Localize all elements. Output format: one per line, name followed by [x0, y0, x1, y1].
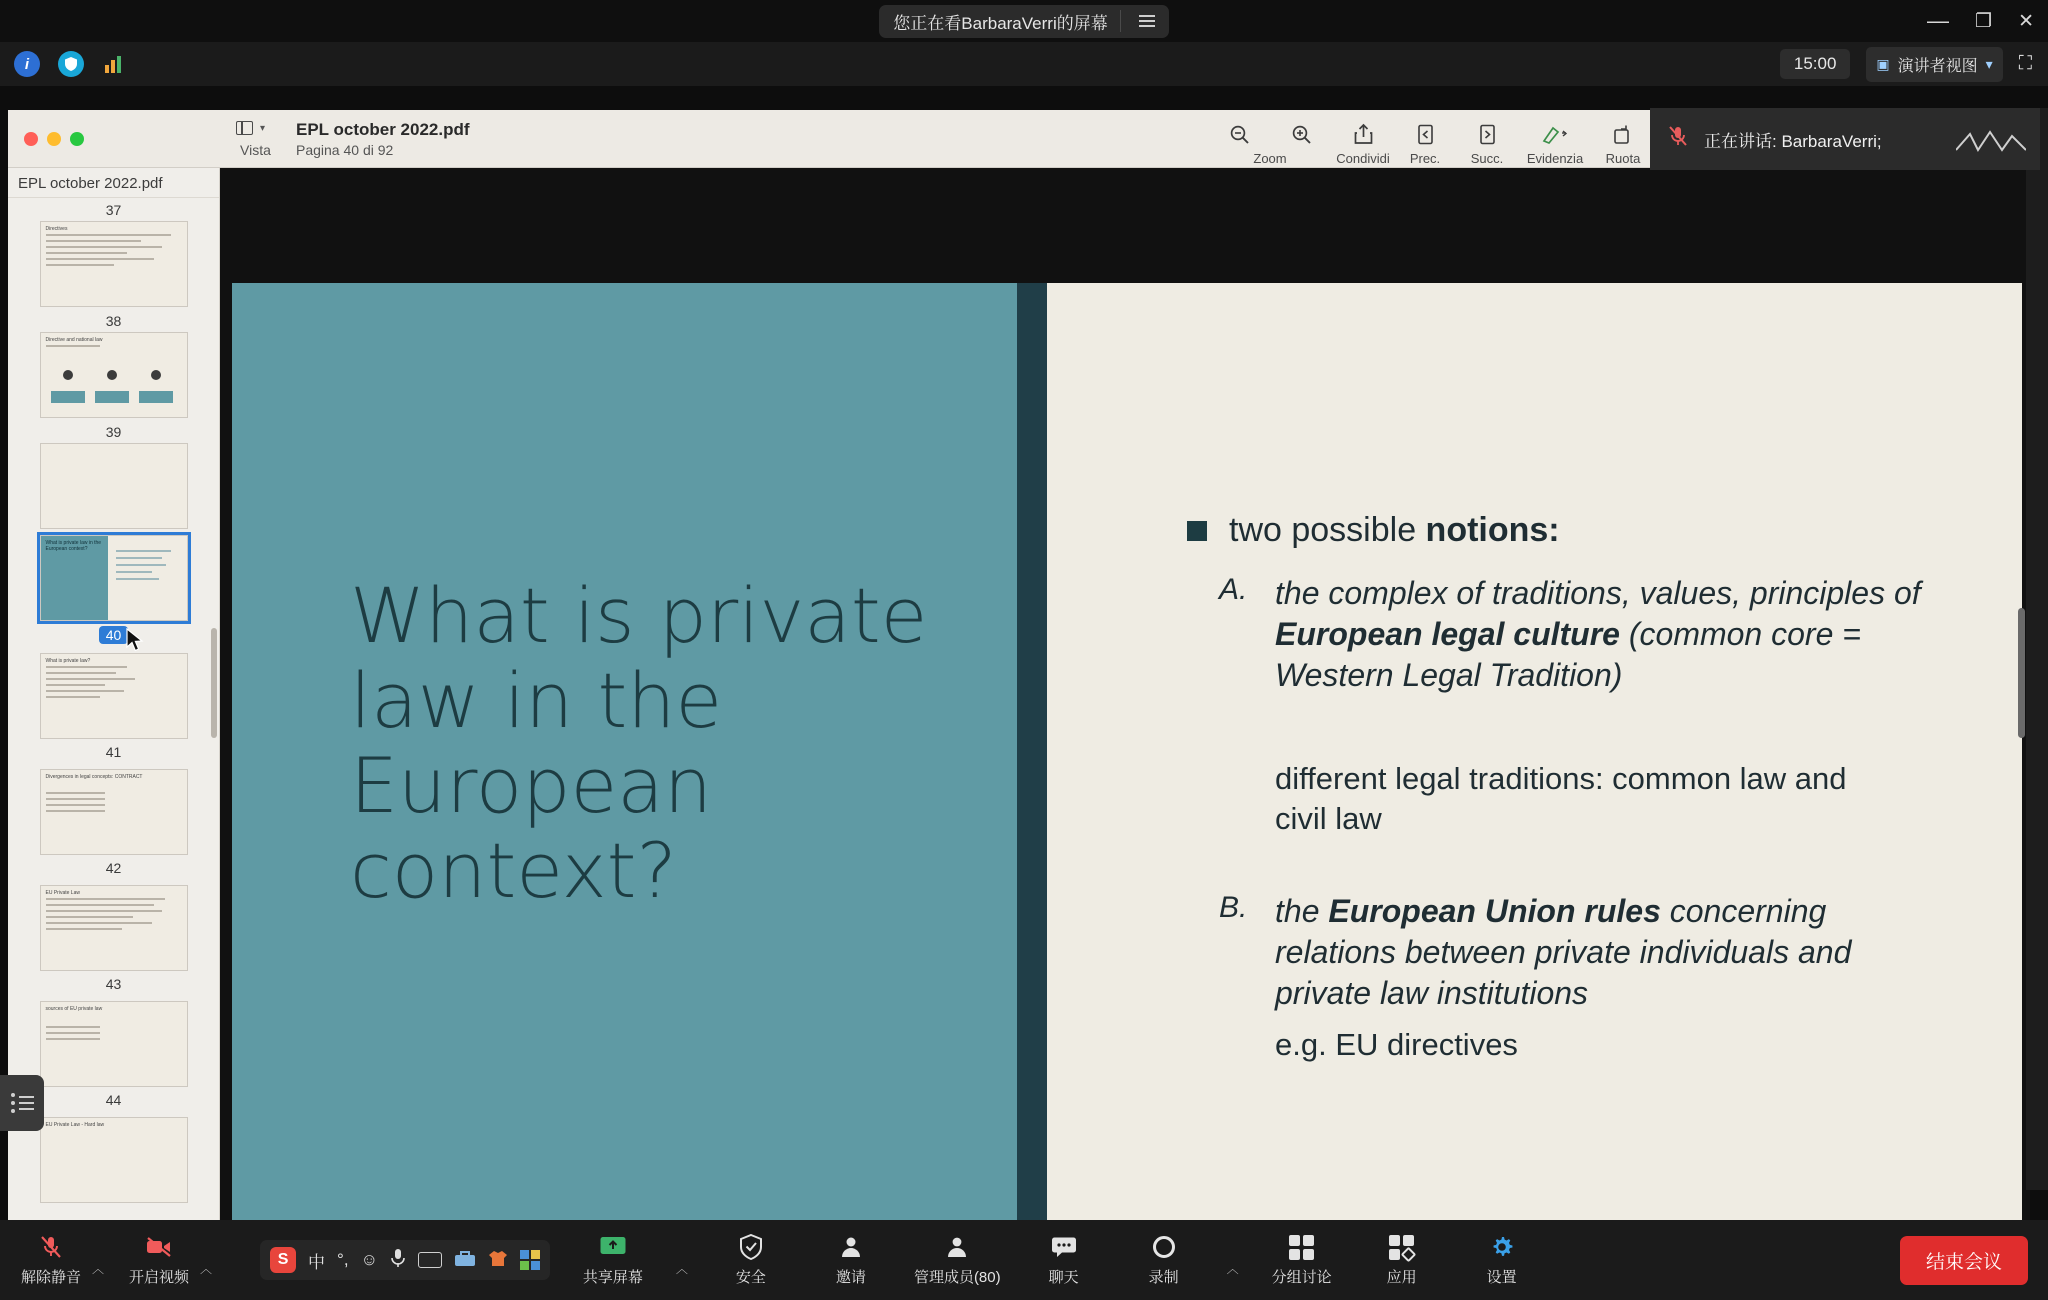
close-window-icon[interactable]	[24, 132, 38, 146]
thumbnail-list[interactable]	[8, 198, 219, 1203]
thumbnail-item[interactable]	[8, 653, 219, 763]
share-screen-icon	[599, 1234, 627, 1261]
info-icon[interactable]: i	[14, 51, 40, 77]
bullet-heading-text	[1229, 511, 1560, 550]
zoom-window-icon[interactable]	[70, 132, 84, 146]
start-video-label: 开启视频	[129, 1268, 190, 1286]
share-options-caret-icon[interactable]: ︿	[675, 1261, 688, 1276]
thumbnail-page-number: 40	[99, 626, 129, 644]
unmute-label: 解除静音	[20, 1268, 81, 1286]
thumbnail-caption: Directives	[45, 226, 68, 232]
thumbnail-page-number: 44	[105, 1092, 122, 1108]
item-b-line1-bold: European Union rules	[1328, 893, 1661, 929]
item-a-letter: A.	[1219, 573, 1248, 606]
slide-item-b	[1219, 891, 1925, 1014]
mic-muted-icon	[1666, 124, 1690, 154]
menu-icon[interactable]	[19, 1096, 34, 1110]
thumbnail-lines	[46, 345, 182, 357]
bullet-heading-plain: two possible	[1229, 511, 1426, 549]
thumbnail-page-number: 38	[105, 313, 122, 329]
share-menu-icon[interactable]	[1133, 15, 1161, 27]
zoom-out-icon	[1229, 121, 1250, 147]
shield-icon	[738, 1234, 764, 1261]
share-screen-label: 共享屏幕	[582, 1268, 643, 1286]
zoom-out-button[interactable]	[1208, 115, 1270, 147]
page-indicator: Pagina 40 di 92	[296, 142, 394, 158]
thumbnail-caption: EU Private Law	[45, 890, 80, 896]
thumbnail-caption: What is private law in the European context?	[45, 540, 102, 553]
item-b-letter: B.	[1219, 891, 1248, 924]
invite-button[interactable]	[814, 1234, 888, 1287]
pdf-page-stage[interactable]	[220, 168, 2030, 1220]
ime-mode-label[interactable]: 中	[308, 1252, 326, 1272]
zoom-in-button[interactable]	[1270, 115, 1332, 147]
minimize-window-icon[interactable]	[47, 132, 61, 146]
share-icon	[1354, 121, 1373, 147]
minimize-button[interactable]: —	[1927, 8, 1950, 33]
previous-page-label: Prec.	[1409, 151, 1441, 166]
rotate-button[interactable]	[1592, 115, 1654, 166]
share-screen-button[interactable]	[576, 1234, 650, 1287]
record-button[interactable]	[1127, 1234, 1201, 1287]
share-status-pill[interactable]	[879, 5, 1168, 38]
next-page-button[interactable]	[1456, 115, 1518, 166]
thumbnail-page-number: 41	[105, 744, 122, 760]
record-dot	[1153, 1236, 1175, 1258]
sidebar-icon	[236, 121, 253, 135]
security-label: 安全	[735, 1268, 766, 1286]
sidebar-view-button[interactable]	[236, 121, 265, 135]
breakout-rooms-button[interactable]	[1265, 1234, 1339, 1287]
thumbnail-preview[interactable]	[40, 1001, 188, 1087]
end-meeting-button[interactable]: 结束会议	[1900, 1236, 2028, 1285]
thumbnail-item[interactable]	[8, 885, 219, 995]
settings-button[interactable]	[1465, 1234, 1539, 1287]
manage-participants-button[interactable]	[914, 1234, 1001, 1287]
thumbnail-preview[interactable]	[40, 221, 188, 307]
thumbnail-lines	[46, 898, 182, 934]
thumbnail-item[interactable]	[8, 202, 219, 307]
apps-icon	[1389, 1234, 1414, 1261]
slide-title-panel	[232, 283, 1017, 1220]
highlight-button[interactable]	[1518, 115, 1592, 166]
breakout-rooms-label: 分组讨论	[1271, 1268, 1332, 1286]
unmute-button[interactable]	[14, 1234, 88, 1287]
thumbnail-caption: sources of EU private law	[45, 1006, 103, 1012]
invite-label: 邀请	[835, 1268, 866, 1286]
slide-bullet-heading	[1187, 511, 1560, 550]
toolbox-icon[interactable]	[454, 1249, 476, 1272]
audio-options-caret-icon[interactable]: ︿	[92, 1261, 105, 1276]
thumbnail-lines	[46, 234, 182, 270]
next-page-label: Succ.	[1470, 151, 1504, 166]
item-a-sub: different legal traditions: common law and civil law	[1275, 761, 1847, 836]
thumbnail-item[interactable]	[8, 424, 219, 529]
keyboard-icon[interactable]	[418, 1252, 442, 1268]
video-off-icon	[145, 1234, 173, 1261]
grid-glyph	[1289, 1235, 1314, 1260]
toolbar-center-group	[260, 1234, 1539, 1287]
people-icon	[943, 1234, 971, 1261]
maximize-button[interactable]: ❐	[1975, 10, 1993, 32]
thumbnail-preview[interactable]	[40, 535, 188, 621]
zoom-in-icon	[1291, 121, 1312, 147]
share-status-label: 您正在看BarbaraVerri的屏幕	[893, 13, 1108, 33]
slide-title: What is private law in the European context?	[350, 571, 928, 916]
thumbnail-lines	[116, 550, 181, 585]
zoom-group-label: Zoom	[1253, 151, 1287, 166]
drag-handle-icon[interactable]	[11, 1093, 15, 1113]
zoom-tool-group	[1208, 115, 1332, 166]
slide-accent-bar	[1017, 283, 1047, 1220]
item-a-line1-bold: European legal culture	[1275, 615, 1620, 652]
bullet-square-icon	[1187, 521, 1207, 541]
thumbnail-lines	[46, 792, 182, 816]
active-speaker-banner	[1650, 108, 2040, 170]
record-label: 录制	[1148, 1268, 1179, 1286]
floating-meeting-controls[interactable]	[0, 1075, 44, 1131]
thumbnail-page-number: 39	[105, 424, 122, 440]
item-b-body	[1275, 891, 1925, 1014]
voice-input-icon[interactable]	[390, 1248, 406, 1273]
page-prev-icon	[1417, 121, 1434, 147]
person-icon	[839, 1234, 863, 1261]
emoji-icon[interactable]: ☺	[360, 1250, 378, 1269]
start-video-button[interactable]	[122, 1234, 196, 1287]
thumbnail-lines	[46, 1026, 182, 1044]
chevron-down-icon: ▾	[1985, 55, 1993, 72]
active-speaker-label: 正在讲话: BarbaraVerri;	[1704, 131, 1882, 151]
bullet-heading-bold: notions:	[1425, 511, 1560, 549]
meeting-timer: 15:00	[1780, 49, 1851, 79]
thumbnail-caption: What is private law?	[45, 658, 91, 664]
thumbnail-page-number: 42	[105, 860, 122, 876]
slide-content-panel	[1047, 283, 2022, 1220]
rotate-icon	[1613, 121, 1633, 147]
record-icon	[1153, 1234, 1175, 1261]
page-next-icon	[1479, 121, 1496, 147]
close-button[interactable]: ✕	[2018, 10, 2034, 32]
thumbnail-preview[interactable]	[40, 443, 188, 529]
chat-icon	[1051, 1234, 1077, 1261]
mic-off-icon	[39, 1234, 63, 1261]
chat-label: 聊天	[1048, 1268, 1079, 1286]
audio-control-group[interactable]	[0, 1234, 104, 1287]
share-label: Condividi	[1336, 151, 1390, 166]
right-panel-rail[interactable]	[2026, 108, 2048, 1190]
thumbnail-caption: Directive and national law	[45, 337, 103, 343]
zoom-bottom-toolbar	[0, 1220, 2048, 1300]
thumbnail-item-selected[interactable]	[8, 535, 219, 647]
thumbnail-preview[interactable]	[40, 653, 188, 739]
settings-label: 设置	[1486, 1268, 1517, 1286]
thumbnail-preview[interactable]	[40, 332, 188, 418]
security-button[interactable]	[714, 1234, 788, 1287]
item-a-body	[1275, 573, 1925, 696]
sidebar-document-name: EPL october 2022.pdf	[8, 168, 219, 198]
zoom-meeting-info-bar	[0, 42, 2048, 86]
thumbnail-item[interactable]	[8, 769, 219, 879]
previous-page-button[interactable]	[1394, 115, 1456, 166]
encryption-shield-icon[interactable]	[58, 51, 84, 77]
thumbnail-preview[interactable]	[40, 769, 188, 855]
fullscreen-icon[interactable]: ⛶	[2018, 53, 2032, 74]
chevron-down-icon: ▾	[260, 122, 266, 134]
grid-glyph	[1389, 1235, 1414, 1260]
sogou-logo-icon[interactable]: S	[270, 1247, 296, 1273]
skin-icon[interactable]	[488, 1249, 508, 1272]
item-b-line1-plain: the	[1275, 893, 1329, 929]
apps-button[interactable]	[1365, 1234, 1439, 1287]
meeting-info-left	[0, 51, 128, 77]
highlighter-icon	[1541, 121, 1569, 147]
network-stats-icon[interactable]	[102, 51, 128, 77]
manage-participants-label: 管理成员(80)	[913, 1268, 1001, 1286]
highlight-label: Evidenzia	[1526, 151, 1584, 166]
thumbnail-page-number: 37	[105, 202, 122, 218]
video-options-caret-icon[interactable]: ︿	[200, 1261, 213, 1276]
slide-page	[232, 283, 2022, 1220]
view-mode-label: 演讲者视图	[1897, 57, 1978, 75]
item-b-line1-rest: concerning relations between private individuals and private law institutions	[1275, 893, 1852, 1011]
chat-button[interactable]	[1027, 1234, 1101, 1287]
thumbnail-lines	[46, 666, 182, 702]
meeting-info-right	[1780, 47, 2048, 82]
thumbnail-caption: EU Private Law - Hard law	[45, 1122, 105, 1128]
preview-tool-group	[1208, 115, 1716, 166]
rotate-label: Ruota	[1605, 151, 1641, 166]
document-title: EPL october 2022.pdf	[296, 120, 470, 139]
thumbnail-preview[interactable]	[40, 1117, 188, 1203]
video-control-group[interactable]	[122, 1234, 212, 1287]
breakout-icon	[1289, 1234, 1314, 1261]
ime-toolbar[interactable]	[260, 1240, 550, 1280]
item-b-sub: e.g. EU directives	[1275, 1027, 1518, 1062]
window-traffic-lights[interactable]	[8, 132, 84, 146]
thumbnail-caption: Divergences in legal concepts: CONTRACT	[45, 774, 143, 780]
waveform-icon	[1956, 126, 2026, 152]
record-options-caret-icon[interactable]: ︿	[1226, 1261, 1239, 1276]
item-a-line1-plain: the complex of traditions, values, principles of	[1275, 575, 1921, 611]
ime-apps-icon[interactable]	[520, 1250, 540, 1270]
thumbnail-page-number: 43	[105, 976, 122, 992]
zoom-title-bar	[0, 0, 2048, 42]
window-controls	[1927, 0, 2034, 42]
slide-item-a	[1219, 573, 1925, 696]
thumbnail-item[interactable]	[8, 313, 219, 418]
speaker-view-icon: ▣	[1876, 55, 1890, 72]
item-a-line2: (common core = Western Legal Tradition)	[1275, 615, 1861, 693]
thumbnail-preview[interactable]	[40, 885, 188, 971]
view-button-label: Vista	[240, 142, 271, 158]
gear-icon	[1489, 1234, 1515, 1261]
apps-label: 应用	[1386, 1268, 1417, 1286]
sidebar-scrollbar[interactable]	[211, 628, 217, 738]
view-mode-selector[interactable]	[1866, 47, 2002, 82]
shared-screen-area	[8, 110, 2030, 1220]
pdf-thumbnail-sidebar[interactable]	[8, 168, 220, 1220]
stage-scrollbar[interactable]	[2018, 608, 2025, 738]
ime-punctuation-label[interactable]: °,	[337, 1250, 349, 1269]
share-button[interactable]	[1332, 115, 1394, 166]
divider	[1120, 10, 1121, 32]
